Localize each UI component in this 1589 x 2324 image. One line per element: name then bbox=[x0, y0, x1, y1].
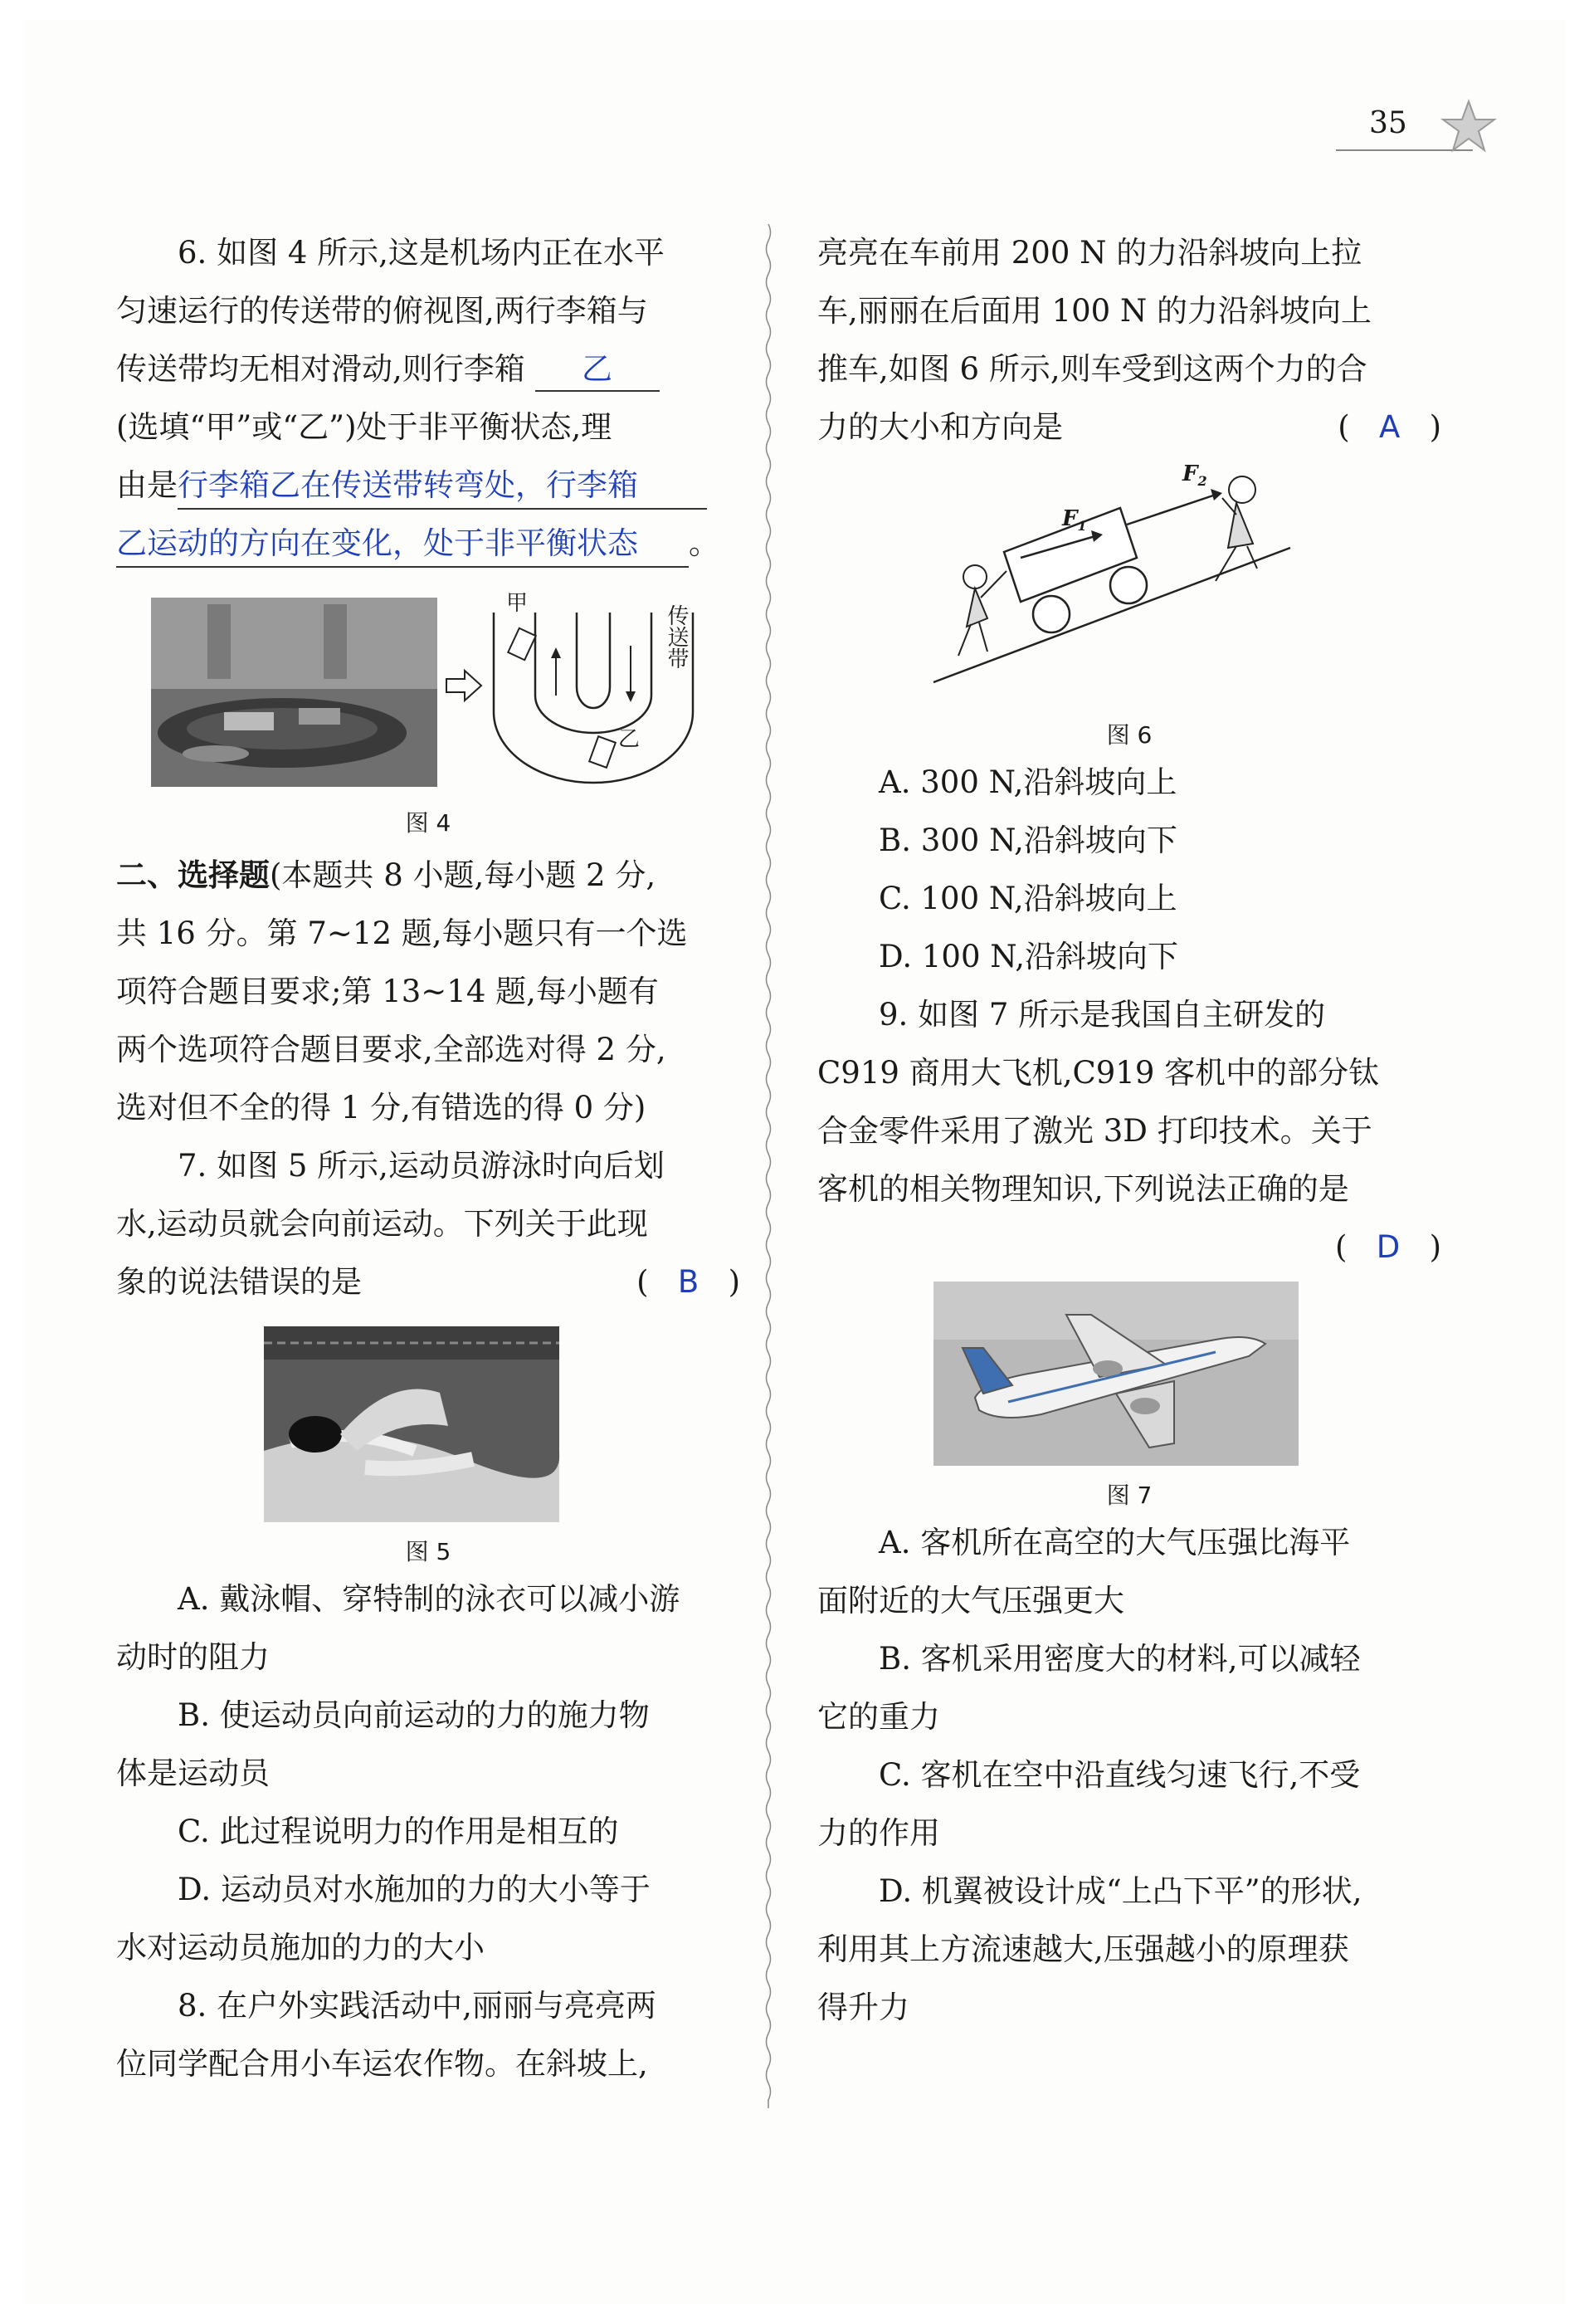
paren-close: ) bbox=[1429, 1229, 1441, 1265]
q9-answer-row bbox=[817, 1218, 1441, 1277]
fig4-label-yi: 乙 bbox=[618, 727, 641, 752]
q8-line: 亮亮在车前用 200 N 的力沿斜坡向上拉 bbox=[817, 235, 1362, 271]
q8-option-c: C. 100 N,沿斜坡向上 bbox=[879, 881, 1177, 916]
q6-text: 传送带均无相对滑动,则行李箱 bbox=[116, 351, 525, 387]
q6-line: 6. 如图 4 所示,这是机场内正在水平 bbox=[178, 235, 665, 271]
force-label-f1 bbox=[1062, 506, 1087, 539]
column-divider bbox=[763, 224, 773, 2108]
q7-option-b: B. 使运动员向前运动的力的施力物 bbox=[178, 1697, 650, 1733]
f2-symbol: F bbox=[1182, 461, 1198, 486]
figure-5 bbox=[116, 1326, 740, 1522]
c919-airplane-photo bbox=[817, 1282, 1441, 1466]
q8-line: 车,丽丽在后面用 100 N 的力沿斜坡向上 bbox=[817, 293, 1372, 329]
f1-subscript: 1 bbox=[1077, 518, 1087, 535]
section-2-line: 选对但不全的得 1 分,有错选的得 0 分) bbox=[116, 1090, 646, 1125]
star-icon bbox=[1440, 98, 1498, 156]
section-2-text: (本题共 8 小题,每小题 2 分, bbox=[270, 857, 656, 893]
q7-text: 象的说法错误的是 bbox=[116, 1264, 362, 1300]
q7-line: 水,运动员就会向前运动。下列关于此现 bbox=[116, 1206, 648, 1242]
q8-line: 位同学配合用小车运农作物。在斜坡上, bbox=[116, 2046, 648, 2082]
q6-line-with-blank bbox=[116, 340, 740, 398]
page-number: 35 bbox=[1369, 106, 1407, 140]
q6-end-mark: 。 bbox=[689, 525, 719, 561]
figure-6-caption: 图 6 bbox=[1106, 721, 1153, 749]
q7-line bbox=[116, 1253, 740, 1311]
figure-6 bbox=[817, 461, 1441, 706]
q9-option-a: A. 客机所在高空的大气压强比海平 bbox=[879, 1525, 1351, 1560]
figure-4-drawing bbox=[116, 588, 740, 795]
q7-answer: B bbox=[677, 1264, 699, 1300]
q6-answer-blank-1: 乙 bbox=[535, 349, 660, 392]
section-2-heading bbox=[116, 847, 740, 905]
q7-option-d: D. 运动员对水施加的力的大小等于 bbox=[178, 1872, 651, 1907]
f1-symbol: F bbox=[1062, 506, 1078, 531]
q9-option-d-cont: 得升力 bbox=[817, 1990, 909, 2025]
q9-answer-paren bbox=[1335, 1218, 1441, 1277]
q8-line: 8. 在户外实践活动中,丽丽与亮亮两 bbox=[178, 1988, 656, 2024]
left-column bbox=[116, 224, 740, 2093]
q6-line-with-blank bbox=[116, 515, 740, 573]
q6-text: 由是 bbox=[116, 467, 178, 503]
section-2-title: 二、选择题 bbox=[116, 857, 270, 893]
q8-text: 力的大小和方向是 bbox=[817, 409, 1063, 445]
figure-7 bbox=[817, 1282, 1441, 1466]
q7-line: 7. 如图 5 所示,运动员游泳时向后划 bbox=[178, 1148, 665, 1184]
q9-option-d: D. 机翼被设计成“上凸下平”的形状, bbox=[879, 1873, 1362, 1909]
swimmer-photo bbox=[116, 1326, 740, 1522]
q9-option-b: B. 客机采用密度大的材料,可以减轻 bbox=[879, 1641, 1361, 1677]
q6-line: 匀速运行的传送带的俯视图,两行李箱与 bbox=[116, 293, 648, 329]
q8-option-b: B. 300 N,沿斜坡向下 bbox=[879, 823, 1177, 858]
q7-option-a-cont: 动时的阻力 bbox=[116, 1639, 270, 1675]
fig4-label-belt: 传送带 bbox=[664, 604, 689, 669]
paren-open: ( bbox=[1338, 409, 1350, 445]
figure-4-caption: 图 4 bbox=[405, 809, 451, 837]
figure-4 bbox=[116, 588, 740, 795]
section-2-line: 共 16 分。第 7~12 题,每小题只有一个选 bbox=[116, 915, 688, 951]
paren-open: ( bbox=[1335, 1229, 1348, 1265]
q9-option-b-cont: 它的重力 bbox=[817, 1699, 940, 1735]
q8-answer-paren bbox=[1338, 398, 1441, 456]
paren-open: ( bbox=[636, 1264, 649, 1300]
cart-on-slope-drawing bbox=[817, 465, 1441, 706]
q7-option-c: C. 此过程说明力的作用是相互的 bbox=[178, 1814, 619, 1849]
q6-line: (选填“甲”或“乙”)处于非平衡状态,理 bbox=[116, 409, 612, 445]
q8-line: 推车,如图 6 所示,则车受到这两个力的合 bbox=[817, 351, 1367, 387]
q8-line bbox=[817, 398, 1441, 456]
q6-answer-blank-2-cont: 乙运动的方向在变化，处于非平衡状态 bbox=[116, 521, 689, 568]
q9-option-c: C. 客机在空中沿直线匀速飞行,不受 bbox=[879, 1757, 1361, 1793]
q9-line: 9. 如图 7 所示是我国自主研发的 bbox=[879, 997, 1326, 1033]
q9-line: 合金零件采用了激光 3D 打印技术。关于 bbox=[817, 1113, 1372, 1149]
right-column bbox=[817, 224, 1441, 2037]
fig4-label-jia: 甲 bbox=[506, 591, 529, 616]
q6-answer-blank-2: 行李箱乙在传送带转弯处，行李箱 bbox=[178, 463, 707, 510]
q9-answer: D bbox=[1376, 1229, 1401, 1265]
q8-answer: A bbox=[1378, 409, 1401, 445]
q9-option-d-cont: 利用其上方流速越大,压强越小的原理获 bbox=[817, 1931, 1349, 1967]
paren-close: ) bbox=[1429, 409, 1441, 445]
force-label-f2 bbox=[1182, 461, 1207, 494]
paren-close: ) bbox=[728, 1264, 740, 1300]
q9-option-c-cont: 力的作用 bbox=[817, 1815, 940, 1851]
q7-answer-paren bbox=[636, 1253, 740, 1311]
f2-subscript: 2 bbox=[1197, 473, 1207, 490]
q7-option-a: A. 戴泳帽、穿特制的泳衣可以减小游 bbox=[178, 1581, 680, 1617]
figure-7-caption: 图 7 bbox=[1106, 1482, 1153, 1509]
q6-line-with-blank bbox=[116, 456, 740, 515]
figure-5-caption: 图 5 bbox=[405, 1538, 451, 1565]
q9-line: C919 商用大飞机,C919 客机中的部分钛 bbox=[817, 1055, 1380, 1091]
q9-line: 客机的相关物理知识,下列说法正确的是 bbox=[817, 1171, 1349, 1207]
section-2-line: 项符合题目要求;第 13~14 题,每小题有 bbox=[116, 974, 659, 1009]
q7-option-d-cont: 水对运动员施加的力的大小 bbox=[116, 1930, 485, 1965]
q9-option-a-cont: 面附近的大气压强更大 bbox=[817, 1583, 1124, 1618]
q7-option-b-cont: 体是运动员 bbox=[116, 1755, 270, 1791]
q8-option-a: A. 300 N,沿斜坡向上 bbox=[879, 764, 1177, 800]
q8-option-d: D. 100 N,沿斜坡向下 bbox=[879, 939, 1179, 974]
section-2-line: 两个选项符合题目要求,全部选对得 2 分, bbox=[116, 1032, 666, 1067]
